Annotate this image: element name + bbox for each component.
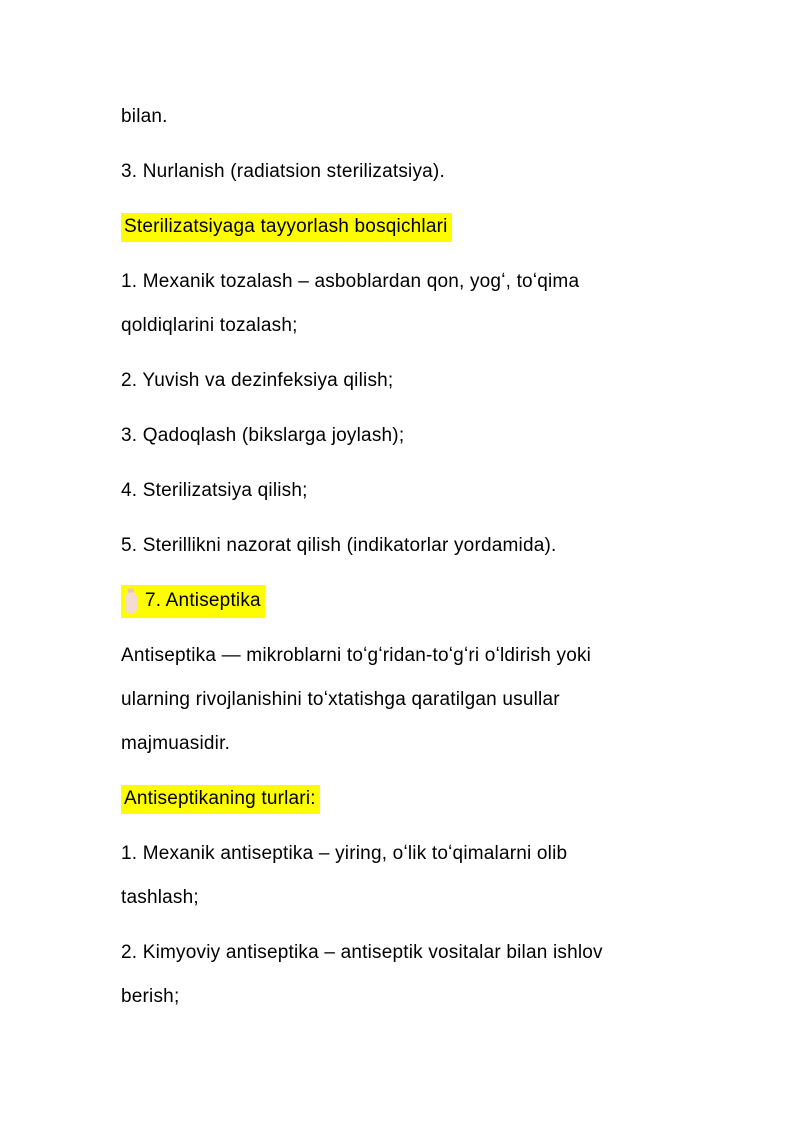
highlight-span	[121, 213, 452, 242]
paragraph-line	[121, 832, 690, 876]
body-text: 3. Qadoqlash (bikslarga joylash);	[121, 425, 405, 446]
paragraph-line	[121, 95, 690, 139]
paragraph-line	[121, 975, 690, 1019]
paragraph	[121, 469, 690, 513]
body-text: 3. Nurlanish (radiatsion sterilizatsiya).	[121, 161, 445, 182]
paragraph-line	[121, 304, 690, 348]
paragraph-line	[121, 876, 690, 920]
paragraph-line	[121, 205, 690, 249]
highlight-span	[121, 585, 265, 618]
paragraph-line	[121, 524, 690, 568]
paragraph-line	[121, 469, 690, 513]
body-text: 4. Sterilizatsiya qilish;	[121, 480, 308, 501]
body-text: majmuasidir.	[121, 733, 231, 754]
paragraph	[121, 414, 690, 458]
paragraph-line	[121, 931, 690, 975]
paragraph-line	[121, 634, 690, 678]
body-text: tashlash;	[121, 887, 199, 908]
body-text: ularning rivojlanishini toʻxtatishga qaratilgan usullar	[121, 689, 560, 710]
document-content	[121, 95, 690, 1019]
highlighted-heading	[121, 579, 690, 623]
heading-text: Sterilizatsiyaga tayyorlash bosqichlari	[124, 215, 448, 237]
paragraph-line	[121, 678, 690, 722]
paragraph	[121, 931, 690, 1019]
body-text: 1. Mexanik tozalash – asboblardan qon, yogʻ, toʻqima	[121, 271, 580, 292]
paragraph-line	[121, 722, 690, 766]
paragraph	[121, 260, 690, 348]
lotion-bottle-icon	[124, 588, 138, 614]
paragraph	[121, 359, 690, 403]
paragraph	[121, 634, 690, 766]
paragraph	[121, 95, 690, 139]
body-text: 2. Kimyoviy antiseptika – antiseptik vositalar bilan ishlov	[121, 942, 603, 963]
paragraph	[121, 832, 690, 920]
paragraph	[121, 524, 690, 568]
body-text: bilan.	[121, 106, 168, 127]
highlighted-heading	[121, 205, 690, 249]
highlighted-heading	[121, 777, 690, 821]
body-text: Antiseptika — mikroblarni toʻgʻridan-toʻgʻri oʻldirish yoki	[121, 645, 592, 666]
paragraph-line	[121, 150, 690, 194]
heading-text: Antiseptikaning turlari:	[124, 787, 316, 809]
paragraph-line	[121, 579, 690, 623]
paragraph-line	[121, 359, 690, 403]
body-text: 1. Mexanik antiseptika – yiring, oʻlik toʻqimalarni olib	[121, 843, 568, 864]
body-text: 5. Sterillikni nazorat qilish (indikatorlar yordamida).	[121, 535, 557, 556]
body-text: berish;	[121, 986, 180, 1007]
heading-text: 7. Antiseptika	[145, 589, 261, 611]
body-text: 2. Yuvish va dezinfeksiya qilish;	[121, 370, 394, 391]
paragraph-line	[121, 777, 690, 821]
body-text: qoldiqlarini tozalash;	[121, 315, 298, 336]
paragraph	[121, 150, 690, 194]
paragraph-line	[121, 414, 690, 458]
highlight-span	[121, 785, 320, 814]
paragraph-line	[121, 260, 690, 304]
